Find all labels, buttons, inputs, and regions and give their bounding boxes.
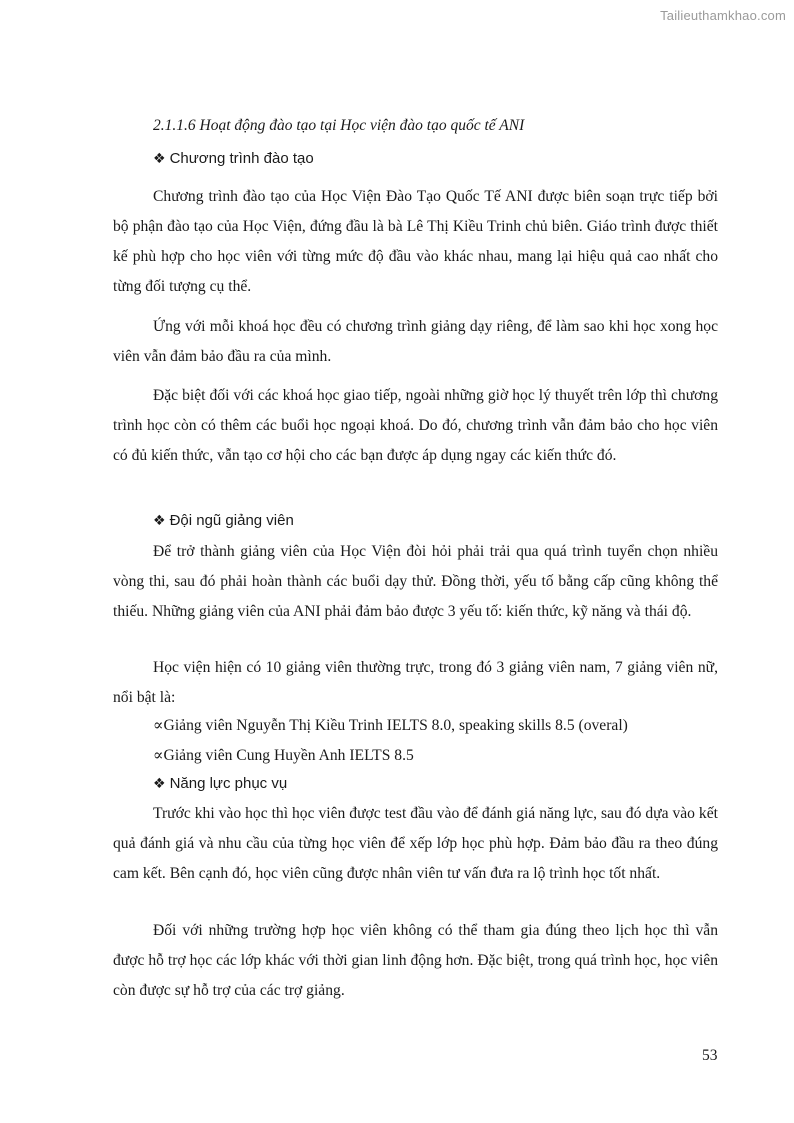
paragraph: Học viện hiện có 10 giảng viên thường trực, trong đó 3 giảng viên nam, 7 giảng viên nữ, nổi bật là: (113, 659, 718, 706)
paragraph: Chương trình đào tạo của Học Viện Đào Tạo Quốc Tế ANI được biên soạn trực tiếp bởi bộ phận đào tạo của Học Viện, đứng đầu là bà Lê Thị Kiều Trinh chủ biên. Giáo trình được thiết kế phù hợp cho học viên với từng mức độ đầu vào khác nhau, mang lại hiệu quả cao nhất cho từng đối tượng cụ thể. (113, 188, 718, 295)
page-number: 53 (702, 1047, 718, 1064)
diamond-bullet-icon: ❖ (153, 151, 166, 167)
bullet-heading-label: Chương trình đào tạo (169, 150, 314, 167)
bullet-heading-label: Năng lực phục vụ (169, 775, 288, 792)
bullet-heading-lecturers (153, 512, 294, 529)
list-item: ∝Giảng viên Cung Huyền Anh IELTS 8.5 (153, 747, 414, 764)
paragraph: Đặc biệt đối với các khoá học giao tiếp, ngoài những giờ học lý thuyết trên lớp thì chương trình học còn có thêm các buổi học ngoại khoá. Do đó, chương trình vẫn đảm bảo cho học viên có đủ kiến thức, vẫn tạo cơ hội cho các bạn được áp dụng ngay các kiến thức đó. (113, 387, 718, 464)
diamond-bullet-icon: ❖ (153, 513, 166, 529)
paragraph: Trước khi vào học thì học viên được test đầu vào để đánh giá năng lực, sau đó dựa vào kết quả đánh giá và nhu cầu của từng học viên để xếp lớp học phù hợp. Đảm bảo đầu ra theo đúng cam kết. Bên cạnh đó, học viên cũng được nhân viên tư vấn đưa ra lộ trình học tốt nhất. (113, 805, 718, 882)
section-heading: 2.1.1.6 Hoạt động đào tạo tại Học viện đào tạo quốc tế ANI (153, 117, 525, 134)
list-item: ∝Giảng viên Nguyễn Thị Kiều Trinh IELTS 8.0, speaking skills 8.5 (overal) (153, 717, 628, 734)
bullet-heading-label: Đội ngũ giảng viên (169, 512, 294, 529)
bullet-heading-service-capacity (153, 775, 287, 792)
paragraph: Để trở thành giảng viên của Học Viện đòi hỏi phải trải qua quá trình tuyển chọn nhiều vòng thi, sau đó phải hoàn thành các buổi dạy thử. Đồng thời, yếu tố bằng cấp cũng không thể thiếu. Những giảng viên của ANI phải đảm bảo được 3 yếu tố: kiến thức, kỹ năng và thái độ. (113, 543, 718, 620)
watermark: Tailieuthamkhao.com (660, 8, 786, 23)
paragraph: Đối với những trường hợp học viên không có thể tham gia đúng theo lịch học thì vẫn được hỗ trợ học các lớp khác với thời gian linh động hơn. Đặc biệt, trong quá trình học, học viên còn được sự hỗ trợ của các trợ giảng. (113, 922, 718, 999)
bullet-heading-training-program (153, 150, 314, 167)
diamond-bullet-icon: ❖ (153, 776, 166, 792)
paragraph: Ứng với mỗi khoá học đều có chương trình giảng dạy riêng, để làm sao khi học xong học viên vẫn đảm bảo đầu ra của mình. (113, 318, 718, 365)
